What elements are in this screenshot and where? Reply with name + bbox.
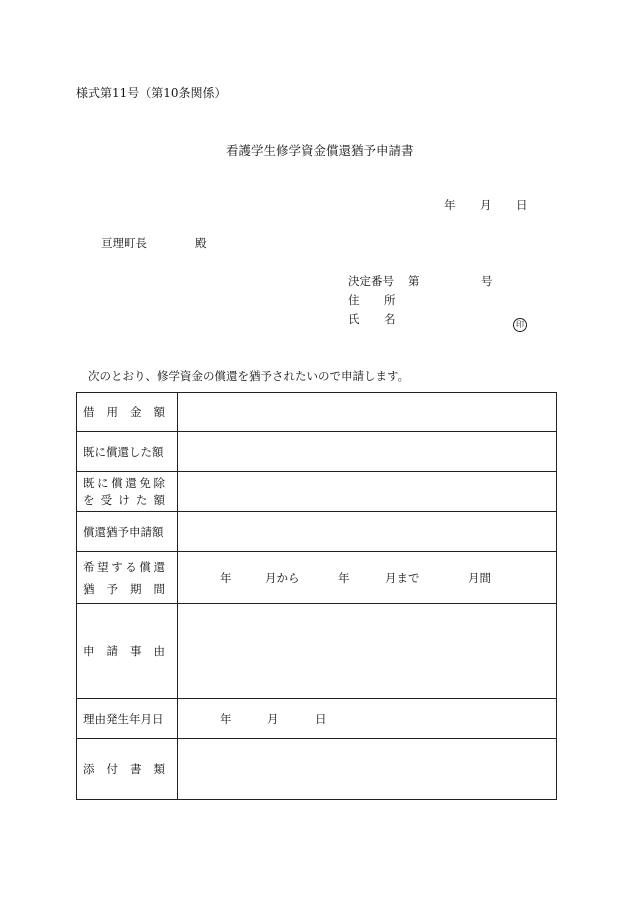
label-char: 還 — [153, 559, 165, 574]
label-char: 免 — [139, 475, 151, 490]
label-char: に — [97, 475, 109, 490]
decision-number-prefix: 第 — [408, 274, 420, 288]
label-char: 除 — [153, 475, 165, 490]
period-months: 月間 — [468, 570, 491, 585]
label-text: 既に償還した額 — [83, 444, 164, 459]
seal-mark — [513, 312, 527, 332]
label-char: 間 — [153, 581, 165, 596]
label-char: 額 — [153, 405, 165, 419]
name-label-char-1: 氏 — [348, 312, 360, 326]
label-exempt-amount — [77, 472, 178, 512]
addressee-honorific: 殿 — [195, 236, 207, 250]
address-label-char-1: 住 — [348, 293, 360, 307]
field-exempt-amount[interactable] — [178, 472, 557, 512]
label-char: 借 — [83, 405, 95, 419]
label-char: 類 — [153, 762, 165, 776]
row-repaid-amount — [77, 432, 557, 472]
label-char: 期 — [130, 581, 142, 596]
row-reason-date — [77, 699, 557, 739]
seal-text: 印 — [513, 318, 527, 332]
label-char: 望 — [97, 559, 109, 574]
label-reason-date — [77, 699, 178, 739]
label-char: 償 — [111, 475, 123, 490]
date-year-label: 年 — [444, 198, 456, 212]
label-char: け — [118, 492, 130, 507]
label-char: 申 — [83, 644, 95, 658]
label-char: 由 — [153, 644, 165, 658]
label-char: を — [83, 492, 95, 507]
label-char: る — [125, 559, 137, 574]
reason-date-day: 日 — [315, 711, 327, 726]
label-deferral-period — [77, 552, 178, 604]
period-year2: 年 — [338, 570, 350, 585]
row-deferral-amount — [77, 512, 557, 552]
field-attachments[interactable] — [178, 739, 557, 800]
row-deferral-period — [77, 552, 557, 604]
decision-number-label: 決定番号 — [348, 274, 394, 288]
label-char: 受 — [100, 492, 113, 507]
row-loan-amount — [77, 393, 557, 432]
intro-text: 次のとおり、修学資金の償還を猶予されたいので申請します。 — [88, 369, 410, 383]
field-reason[interactable] — [178, 604, 557, 699]
row-reason — [77, 604, 557, 699]
label-char: 用 — [106, 405, 118, 419]
date-month-label: 月 — [480, 198, 492, 212]
label-char: 既 — [83, 475, 95, 490]
name-label-char-2: 名 — [384, 312, 396, 326]
field-reason-date[interactable] — [178, 699, 557, 739]
label-char: 予 — [106, 581, 118, 596]
label-char: す — [111, 559, 123, 574]
page-title: 看護学生修学資金償還猶予申請書 — [226, 143, 414, 158]
row-exempt-amount — [77, 472, 557, 512]
label-char: 添 — [83, 762, 95, 776]
label-char: 希 — [83, 559, 95, 574]
field-loan-amount[interactable] — [178, 393, 557, 432]
label-loan-amount — [77, 393, 178, 432]
form-number: 様式第11号（第10条関係） — [76, 86, 227, 100]
label-attachments — [77, 739, 178, 800]
label-char: 猶 — [83, 581, 95, 596]
label-char: 付 — [106, 762, 118, 776]
label-deferral-amount — [77, 512, 178, 552]
label-char: 金 — [130, 405, 142, 419]
label-char: 償 — [139, 559, 151, 574]
field-repaid-amount[interactable] — [178, 432, 557, 472]
application-table — [76, 392, 557, 800]
period-from: 月から — [265, 570, 300, 585]
label-char: 書 — [130, 762, 142, 776]
label-text: 理由発生年月日 — [83, 711, 164, 726]
field-deferral-amount[interactable] — [178, 512, 557, 552]
label-char: 還 — [125, 475, 137, 490]
addressee-name: 亘理町長 — [101, 236, 147, 250]
period-year1: 年 — [220, 570, 232, 585]
label-char: 請 — [106, 644, 118, 658]
label-reason — [77, 604, 178, 699]
address-label-char-2: 所 — [384, 293, 396, 307]
label-text: 償還猶予申請額 — [83, 524, 164, 539]
reason-date-year: 年 — [220, 711, 232, 726]
label-char: 事 — [130, 644, 142, 658]
date-day-label: 日 — [516, 198, 528, 212]
label-char: 額 — [153, 492, 165, 507]
label-repaid-amount — [77, 432, 178, 472]
row-attachments — [77, 739, 557, 800]
label-char: た — [135, 492, 148, 507]
reason-date-month: 月 — [267, 711, 279, 726]
field-deferral-period[interactable] — [178, 552, 557, 604]
period-until: 月まで — [385, 570, 420, 585]
decision-number-suffix: 号 — [481, 274, 493, 288]
